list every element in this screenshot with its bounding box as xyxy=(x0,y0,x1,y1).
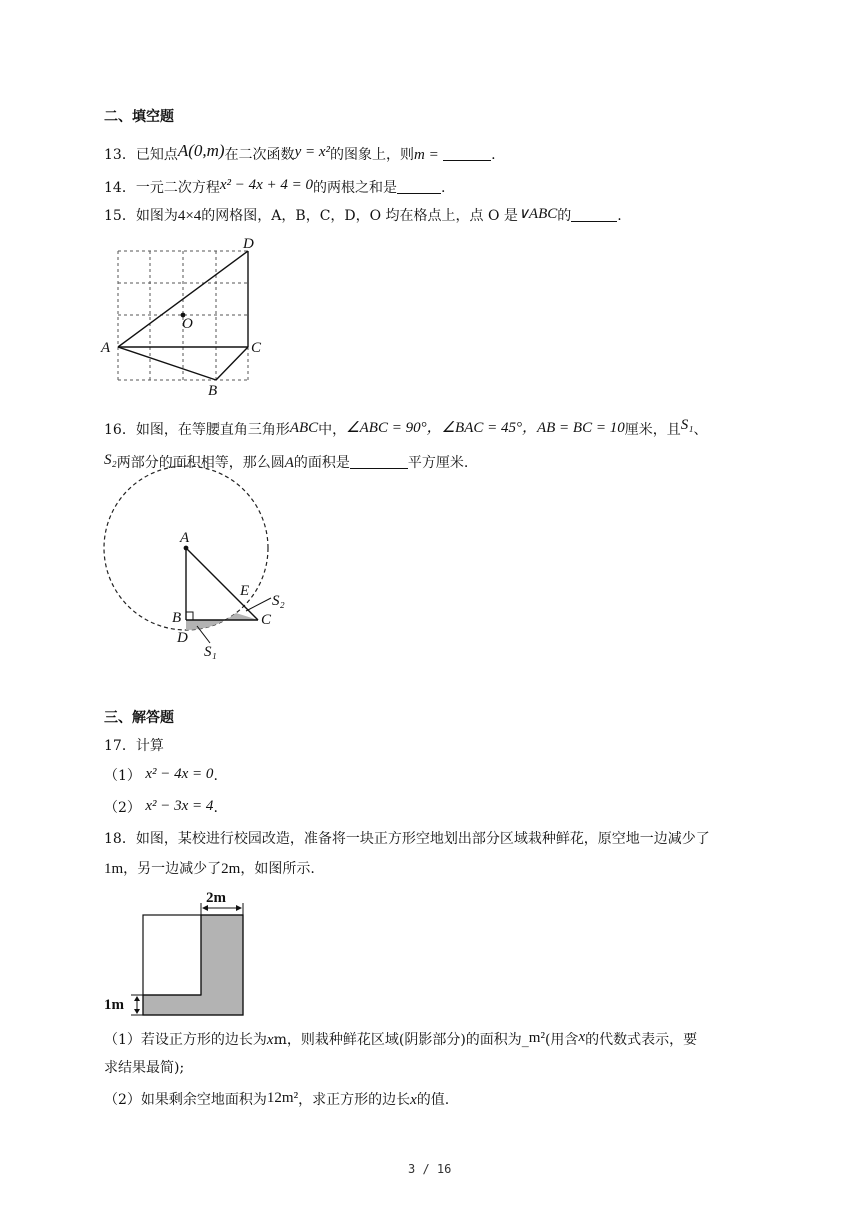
dim-left-label: 1m xyxy=(104,997,124,1013)
label-b: B xyxy=(208,383,218,399)
label-a: A xyxy=(101,340,111,356)
dim-top-label: 2m xyxy=(206,890,226,906)
q18-p2-x: x xyxy=(410,1092,417,1108)
q16-text-line2-c: 平方厘米. xyxy=(407,455,469,471)
label-c: C xyxy=(261,612,272,628)
q15-text-mid: 的网格图，A，B，C，D，O 均在格点上，点 O 是 xyxy=(201,208,518,224)
label-d: D xyxy=(243,236,254,252)
q16-text-line2-a: 两部分的面积相等，那么圆 xyxy=(116,455,285,471)
question-18-line-1: 18．如图，某校进行校园改造，准备将一块正方形空地划出部分区域栽种鲜花，原空地一边减少了 xyxy=(104,831,710,847)
q16-circle-figure xyxy=(100,462,300,664)
q18-square-figure xyxy=(100,884,260,1024)
q16-separator: 、 xyxy=(693,422,708,438)
q14-text-pre: 14．一元二次方程 xyxy=(104,180,220,196)
question-17-title: 17．计算 xyxy=(104,738,164,754)
q16-text-pre: 16．如图，在等腰直角三角形 xyxy=(104,422,290,438)
section-title-fill-in: 二、填空题 xyxy=(104,109,174,125)
question-14 xyxy=(104,176,445,197)
q16-s1: S₁ xyxy=(680,417,694,433)
q18-1m: 1m xyxy=(104,861,124,877)
q15-grid-figure xyxy=(100,230,280,400)
q13-point: A(0,m) xyxy=(177,141,225,160)
question-17-part-1 xyxy=(104,765,218,785)
q18-p2-d: 的值. xyxy=(416,1092,450,1108)
question-13 xyxy=(104,142,496,164)
question-18-part-2 xyxy=(104,1089,449,1109)
q13-text-pre: 13．已知点 xyxy=(104,147,178,163)
question-15 xyxy=(104,205,622,225)
q18-p1-d: (用含 xyxy=(544,1032,579,1048)
q17-p2-equation: x² − 3x = 4 xyxy=(145,798,214,814)
q15-answer-blank[interactable] xyxy=(571,207,617,222)
q16-s2: S₂ xyxy=(104,452,117,468)
label-d: D xyxy=(177,630,188,646)
question-16-line-1 xyxy=(104,416,707,439)
label-b: B xyxy=(172,610,182,626)
q15-end: . xyxy=(617,208,622,224)
q15-text-pre: 15．如图为 xyxy=(104,208,178,224)
q17-p1-equation: x² − 4x = 0 xyxy=(145,766,214,782)
q16-angle-bac: ∠BAC = 45°， xyxy=(441,420,537,436)
q17-p1-tag: （1） xyxy=(104,768,141,784)
label-s2: S₂ xyxy=(272,593,285,609)
q13-text-mid: 在二次函数 xyxy=(224,147,295,163)
question-18-part-1-line-2: 求结果最简); xyxy=(104,1060,185,1076)
dim-left-arrow-bottom xyxy=(134,1009,140,1014)
q14-end: . xyxy=(441,180,446,196)
q18-text-d: ，如图所示. xyxy=(240,861,315,877)
q14-text-post: 的两根之和是 xyxy=(313,180,398,196)
label-s1: S₁ xyxy=(204,644,217,660)
q16-answer-blank[interactable] xyxy=(350,454,408,469)
dim-top-arrow-right xyxy=(236,905,242,911)
section-title-solutions: 三、解答题 xyxy=(104,710,174,726)
q14-equation: x² − 4x + 4 = 0 xyxy=(219,177,314,193)
q16-sides: AB = BC = 10 xyxy=(536,420,625,436)
q13-text-post: 的图象上，则 xyxy=(330,147,414,163)
q13-variable: m = xyxy=(414,147,439,163)
q18-2m: 2m xyxy=(221,861,241,877)
q18-p2-area: 12m² xyxy=(266,1090,299,1106)
q18-p1-a: （1）若设正方形的边长为 xyxy=(104,1032,267,1048)
q17-p2-end: . xyxy=(213,800,218,816)
q16-angle-abc: ∠ABC = 90°， xyxy=(346,420,442,436)
shaded-regions xyxy=(186,613,258,630)
q13-answer-blank[interactable] xyxy=(443,146,491,161)
q15-text-post: 的 xyxy=(557,208,572,224)
q16-unit: 厘米，且 xyxy=(624,422,681,438)
dim-left-arrow-top xyxy=(134,996,140,1001)
q16-text-mid: 中， xyxy=(318,422,347,438)
q16-triangle: ABC xyxy=(289,420,319,436)
q18-p1-x: x xyxy=(266,1032,274,1048)
q13-function: y = x² xyxy=(294,144,330,160)
q18-p2-a: （2）如果剩余空地面积为 xyxy=(104,1092,267,1108)
q18-p1-b: m，则栽种鲜花区域(阴影部分)的面积为_ xyxy=(273,1032,529,1048)
question-18-part-1 xyxy=(104,1028,697,1049)
q18-p1-unit: m² xyxy=(528,1030,545,1046)
label-a: A xyxy=(180,530,190,546)
q17-p1-end: . xyxy=(213,768,218,784)
q18-text-b: ，另一边减少了 xyxy=(123,861,222,877)
q18-p1-x2: x xyxy=(578,1029,586,1045)
page-number: 3 / 16 xyxy=(408,1162,452,1176)
q18-p1-f: 的代数式表示，要 xyxy=(585,1032,698,1048)
right-angle-mark xyxy=(186,612,193,620)
label-o: O xyxy=(182,316,193,332)
q16-text-line2-b: 的面积是 xyxy=(293,455,350,471)
question-18-line-2 xyxy=(104,860,315,878)
s1-pointer xyxy=(197,626,210,643)
q18-p2-c: ，求正方形的边长 xyxy=(298,1092,411,1108)
label-e: E xyxy=(240,583,250,599)
q14-answer-blank[interactable] xyxy=(397,179,441,194)
q17-p2-tag: （2） xyxy=(104,800,141,816)
flower-region-shaded xyxy=(143,915,243,1015)
point-a-dot xyxy=(184,546,189,551)
q16-circle-a: A xyxy=(284,455,294,471)
q15-grid-size: 4×4 xyxy=(177,208,202,224)
question-17-part-2 xyxy=(104,797,218,817)
q13-end: . xyxy=(491,147,496,163)
q15-triangle: ∨ABC xyxy=(517,206,558,222)
label-c: C xyxy=(251,340,262,356)
